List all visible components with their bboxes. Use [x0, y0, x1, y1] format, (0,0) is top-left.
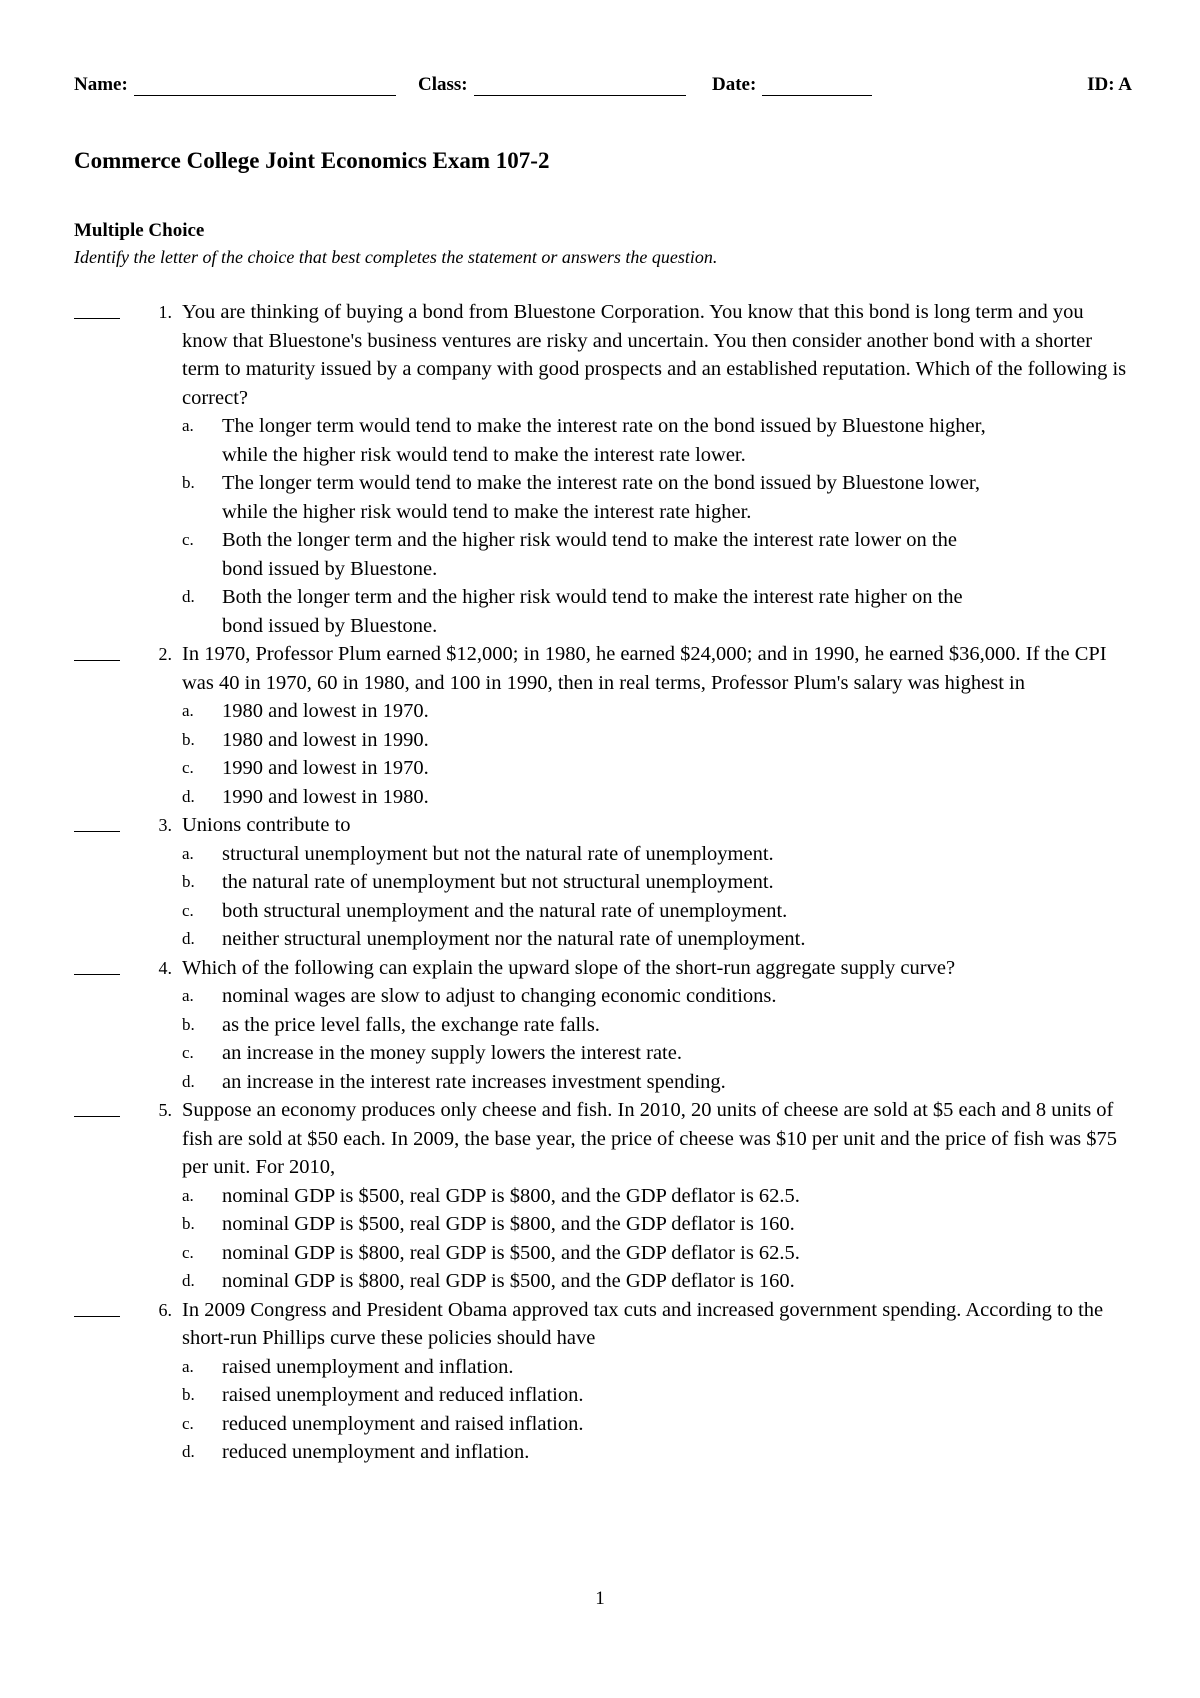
choice-a[interactable]: [182, 840, 1134, 869]
choice-letter: d.: [182, 587, 195, 606]
question-1: [74, 298, 1134, 640]
choice-letter: b.: [182, 872, 195, 891]
choice-a[interactable]: [182, 412, 1134, 469]
choice-c[interactable]: [182, 1239, 1134, 1268]
choice-text: reduced unemployment and raised inflation.: [222, 1412, 584, 1435]
choice-letter: c.: [182, 1043, 194, 1062]
choice-letter: c.: [182, 1242, 194, 1262]
choice-text: raised unemployment and inflation.: [222, 1355, 514, 1378]
choice-c[interactable]: [182, 526, 1134, 583]
choice-letter: a.: [182, 1185, 194, 1205]
name-blank[interactable]: [134, 77, 396, 96]
choice-b[interactable]: [182, 1011, 1134, 1040]
choice-d[interactable]: [182, 783, 1134, 812]
choice-text: as the price level falls, the exchange rate falls.: [222, 1013, 600, 1036]
question-number: 1.: [158, 302, 172, 322]
choice-list: [182, 982, 1134, 1096]
section-instructions: Identify the letter of the choice that best completes the statement or answers the question.: [74, 247, 718, 267]
exam-title: Commerce College Joint Economics Exam 107-2: [74, 148, 550, 173]
choice-letter: a.: [182, 701, 194, 720]
choice-text: nominal wages are slow to adjust to changing economic conditions.: [222, 985, 777, 1007]
choice-a[interactable]: [182, 982, 1134, 1011]
choice-letter: b.: [182, 1385, 195, 1404]
choice-text: neither structural unemployment nor the natural rate of unemployment.: [222, 928, 806, 950]
choice-text: raised unemployment and reduced inflation.: [222, 1384, 584, 1406]
choice-c[interactable]: [182, 1039, 1134, 1068]
header-row: [74, 74, 1132, 102]
choice-letter: b.: [182, 1014, 195, 1034]
question-text: In 1970, Professor Plum earned $12,000; in 1980, he earned $24,000; and in 1990, he earned $36,000. If the CPI was 40 in 1970, 60 in 1980, and 100 in 1990, then in real terms, Professor Plum's salary was highest in: [182, 643, 1107, 694]
choice-a[interactable]: [182, 1182, 1134, 1211]
question-number: 6.: [158, 1299, 172, 1320]
choice-c[interactable]: [182, 897, 1134, 926]
choice-list: [182, 1353, 1134, 1467]
choice-text: The longer term would tend to make the interest rate on the bond issued by Bluestone lower, while the higher risk would tend to make the interest rate higher.: [222, 472, 981, 523]
choice-letter: d.: [182, 786, 195, 806]
question-list: [74, 298, 1134, 1467]
answer-blank[interactable]: [74, 1316, 120, 1317]
choice-d[interactable]: [182, 1438, 1134, 1467]
choice-d[interactable]: [182, 925, 1134, 954]
choice-list: [182, 840, 1134, 954]
choice-text: reduced unemployment and inflation.: [222, 1441, 530, 1463]
question-6: [74, 1296, 1134, 1467]
choice-text: Both the longer term and the higher risk would tend to make the interest rate lower on the bond issued by Bluestone.: [222, 529, 957, 580]
choice-letter: d.: [182, 1442, 195, 1461]
choice-list: [182, 697, 1134, 811]
date-blank[interactable]: [762, 77, 872, 96]
section-title: Multiple Choice: [74, 220, 205, 241]
choice-c[interactable]: [182, 1410, 1134, 1439]
choice-text: nominal GDP is $500, real GDP is $800, and the GDP deflator is 62.5.: [222, 1184, 800, 1207]
question-2: [74, 640, 1134, 811]
question-number: 5.: [158, 1100, 172, 1120]
date-field: [712, 74, 872, 96]
choice-b[interactable]: [182, 469, 1134, 526]
choice-letter: a.: [182, 1356, 194, 1376]
choice-letter: d.: [182, 1271, 195, 1290]
choice-d[interactable]: [182, 1068, 1134, 1097]
answer-blank[interactable]: [74, 660, 120, 661]
class-blank[interactable]: [474, 77, 686, 96]
choice-letter: a.: [182, 986, 194, 1005]
class-field: [418, 74, 686, 96]
choice-text: 1990 and lowest in 1980.: [222, 785, 429, 808]
choice-letter: a.: [182, 843, 194, 863]
name-label: Name:: [74, 74, 128, 95]
choice-letter: c.: [182, 758, 194, 777]
question-number: 4.: [158, 957, 172, 978]
choice-d[interactable]: [182, 583, 1134, 640]
question-3: [74, 811, 1134, 954]
class-label: Class:: [418, 74, 468, 95]
choice-text: an increase in the money supply lowers the interest rate.: [222, 1042, 682, 1064]
choice-text: an increase in the interest rate increases investment spending.: [222, 1070, 726, 1093]
choice-text: nominal GDP is $500, real GDP is $800, and the GDP deflator is 160.: [222, 1213, 795, 1235]
question-number: 3.: [158, 815, 172, 835]
choice-text: nominal GDP is $800, real GDP is $500, and the GDP deflator is 62.5.: [222, 1241, 800, 1264]
question-text: In 2009 Congress and President Obama approved tax cuts and increased government spending. According to the short-run Phillips curve these policies should have: [182, 1298, 1104, 1349]
question-text: Suppose an economy produces only cheese and fish. In 2010, 20 units of cheese are sold at $5 each and 8 units of fish are sold at $50 each. In 2009, the base year, the price of cheese was $10 per unit and the price of fish was $75 per unit. For 2010,: [182, 1099, 1118, 1178]
choice-b[interactable]: [182, 868, 1134, 897]
choice-a[interactable]: [182, 697, 1134, 726]
date-label: Date:: [712, 74, 757, 95]
answer-blank[interactable]: [74, 831, 120, 832]
choice-a[interactable]: [182, 1353, 1134, 1382]
choice-letter: b.: [182, 1214, 195, 1233]
choice-text: both structural unemployment and the natural rate of unemployment.: [222, 899, 788, 922]
choice-text: The longer term would tend to make the interest rate on the bond issued by Bluestone higher, while the higher risk would tend to make the interest rate lower.: [222, 415, 986, 466]
choice-letter: b.: [182, 473, 195, 492]
answer-blank[interactable]: [74, 974, 120, 975]
choice-text: structural unemployment but not the natural rate of unemployment.: [222, 842, 774, 865]
name-field: [74, 74, 396, 96]
choice-c[interactable]: [182, 754, 1134, 783]
choice-text: the natural rate of unemployment but not structural unemployment.: [222, 871, 774, 893]
choice-letter: c.: [182, 530, 194, 549]
question-5: [74, 1096, 1134, 1296]
choice-b[interactable]: [182, 1210, 1134, 1239]
choice-letter: d.: [182, 1071, 195, 1091]
question-number: 2.: [158, 644, 172, 664]
choice-letter: a.: [182, 416, 194, 435]
choice-letter: c.: [182, 1413, 194, 1433]
page-number: 1: [595, 1588, 605, 1609]
choice-b[interactable]: [182, 726, 1134, 755]
choice-d[interactable]: [182, 1267, 1134, 1296]
choice-text: nominal GDP is $800, real GDP is $500, and the GDP deflator is 160.: [222, 1270, 795, 1292]
choice-text: 1980 and lowest in 1970.: [222, 700, 429, 722]
question-4: [74, 954, 1134, 1097]
question-text: You are thinking of buying a bond from Bluestone Corporation. You know that this bond is long term and you know that Bluestone's business ventures are risky and uncertain. You then consider another bond with a shorter term to maturity issued by a company with good prospects and an established reputation. Which of the following is correct?: [182, 301, 1127, 409]
question-text: Which of the following can explain the upward slope of the short-run aggregate supply curve?: [182, 956, 956, 979]
choice-text: Both the longer term and the higher risk would tend to make the interest rate higher on the bond issued by Bluestone.: [222, 586, 963, 637]
answer-blank[interactable]: [74, 1116, 120, 1117]
answer-blank[interactable]: [74, 318, 120, 319]
choice-letter: d.: [182, 929, 195, 948]
choice-list: [182, 1182, 1134, 1296]
choice-text: 1980 and lowest in 1990.: [222, 728, 429, 751]
choice-letter: c.: [182, 900, 194, 920]
choice-b[interactable]: [182, 1381, 1134, 1410]
question-text: Unions contribute to: [182, 814, 351, 836]
choice-letter: b.: [182, 729, 195, 749]
choice-text: 1990 and lowest in 1970.: [222, 757, 429, 779]
choice-list: [182, 412, 1134, 640]
exam-id: ID: A: [1087, 74, 1132, 95]
